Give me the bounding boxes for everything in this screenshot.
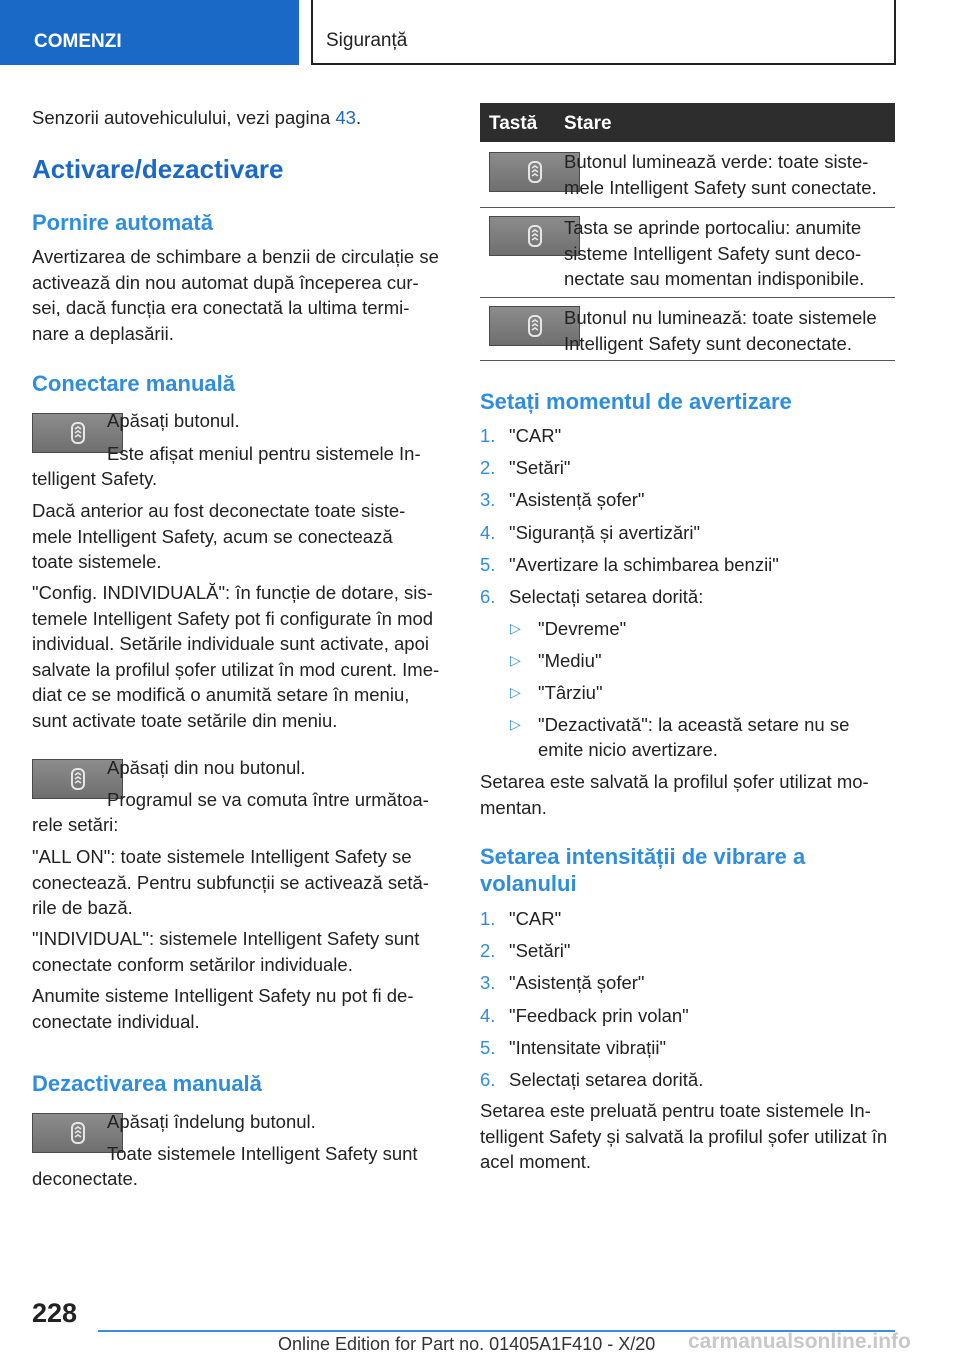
heading-auto-start: Pornire automată <box>32 210 213 235</box>
intelligent-safety-icon <box>68 1122 88 1144</box>
chapter-tab: COMENZI <box>0 0 299 65</box>
list-item: 1. "CAR" <box>480 425 562 446</box>
status-table-header <box>480 103 895 142</box>
list-item: 5. "Avertizare la schimbarea benzii" <box>480 553 779 575</box>
col-key: Tastă <box>489 113 538 134</box>
heading-activation: Activare/dezactivare <box>32 154 284 184</box>
list-item: 3. "Asistență șofer" <box>480 489 645 511</box>
list-item: 3. "Asistență șofer" <box>480 972 645 994</box>
intelligent-safety-icon <box>525 161 545 183</box>
deact-step-2-cont: deconectate. <box>32 1168 138 1189</box>
manual-paragraph-2: "Config. INDIVIDUALĂ": în funcție de dotare, sis‐ temele Intelligent Safety pot fi configurate în mod individual. Setările individuale sunt activate, apoi salvate la profilul șofer utilizat în mod curent. Ime‐ diat ce se modifică o anumită setare în meniu, sunt activate toate setările din meniu. <box>32 582 440 731</box>
individual-paragraph: "INDIVIDUAL": sistemele Intelligent Safety sunt conectate conform setărilor individuale. <box>32 928 420 975</box>
intelligent-safety-icon <box>525 225 545 247</box>
repeat-step-2: Programul se va comuta între următoa‐ <box>107 789 429 810</box>
list-item: 5. "Intensitate vibrații" <box>480 1036 667 1058</box>
individual-note-paragraph: Anumite sisteme Intelligent Safety nu pot fi de‐ conectate individual. <box>32 985 414 1032</box>
list-item: 1. "CAR" <box>480 908 562 929</box>
heading-vibration: Setarea intensității de vibrare a volanului <box>480 844 806 896</box>
table-row <box>480 142 895 208</box>
list-item: 4. "Feedback prin volan" <box>480 1004 689 1026</box>
list-item: 4. "Siguranță și avertizări" <box>480 521 701 543</box>
manual-paragraph-1: Dacă anterior au fost deconectate toate siste‐ mele Intelligent Safety, acum se conectează toate sistemele. <box>32 500 406 572</box>
heading-manual-off: Dezactivarea manuală <box>32 1071 262 1096</box>
table-row <box>480 208 895 298</box>
page-number: 228 <box>32 1298 78 1328</box>
triangle-bullet-icon: ▷ <box>510 652 521 668</box>
intelligent-safety-icon <box>68 768 88 790</box>
page-link[interactable]: 43 <box>335 107 356 128</box>
list-item: 6. Selectați setarea dorită: <box>480 585 704 607</box>
vibration-steps-list <box>480 906 900 1099</box>
repeat-step-1: Apăsați din nou butonul. <box>107 757 306 778</box>
section-title: Siguranță <box>326 30 408 51</box>
intelligent-safety-icon <box>525 315 545 337</box>
deact-step-1: Apăsați îndelung butonul. <box>107 1111 316 1132</box>
triangle-bullet-icon: ▷ <box>510 684 521 700</box>
list-item: 2. "Setări" <box>480 940 571 962</box>
list-item: 2. "Setări" <box>480 457 571 479</box>
state-text: Tasta se aprinde portocaliu: anumite sisteme Intelligent Safety sunt deco‐ nectate sau momentan indisponibile. <box>564 217 865 289</box>
manual-step-2: Este afișat meniul pentru sistemele In‐ <box>107 443 421 464</box>
warning-saved-text: Setarea este salvată la profilul șofer utilizat mo‐ mentan. <box>480 771 869 818</box>
state-text: Butonul nu luminează: toate sistemele Intelligent Safety sunt deconectate. <box>564 307 877 354</box>
manual-step-1: Apăsați butonul. <box>107 410 240 431</box>
manual-step-2-cont: telligent Safety. <box>32 468 158 489</box>
col-state: Stare <box>564 113 612 134</box>
edition-text: Online Edition for Part no. 01405A1F410 - X/20 <box>278 1334 656 1354</box>
intelligent-safety-icon <box>68 422 88 444</box>
warning-steps-list <box>480 423 900 616</box>
state-text: Butonul luminează verde: toate siste‐ mele Intelligent Safety sunt conectate. <box>564 151 877 198</box>
watermark: carmanualsonline.info <box>688 1330 911 1353</box>
heading-manual-on: Conectare manuală <box>32 371 235 396</box>
repeat-step-2-cont: rele setări: <box>32 814 119 835</box>
deact-step-2: Toate sistemele Intelligent Safety sunt <box>107 1143 418 1164</box>
auto-start-text: Avertizarea de schimbare a benzii de circulație se activează din nou automat după începerea cur‐ sei, dacă funcția era conectată la ultima termi‐ nare a deplasării. <box>32 246 439 344</box>
heading-warning-time: Setați momentul de avertizare <box>480 389 792 414</box>
vibration-saved-text: Setarea este preluată pentru toate sistemele In‐ telligent Safety și salvată la profilul șofer utilizat în acel moment. <box>480 1100 888 1172</box>
list-item: 6. Selectați setarea dorită. <box>480 1068 704 1090</box>
intro-text: Senzorii autovehiculului, vezi pagina <box>32 107 336 128</box>
option-item-cont: emite nicio avertizare. <box>538 739 718 760</box>
intro-paragraph: Senzorii autovehiculului, vezi pagina 43. <box>32 107 362 128</box>
all-on-paragraph: "ALL ON": toate sistemele Intelligent Safety se conectează. Pentru subfuncții se activează setă‐ rile de bază. <box>32 846 429 918</box>
triangle-bullet-icon: ▷ <box>510 716 521 732</box>
triangle-bullet-icon: ▷ <box>510 620 521 636</box>
table-row <box>480 298 895 361</box>
